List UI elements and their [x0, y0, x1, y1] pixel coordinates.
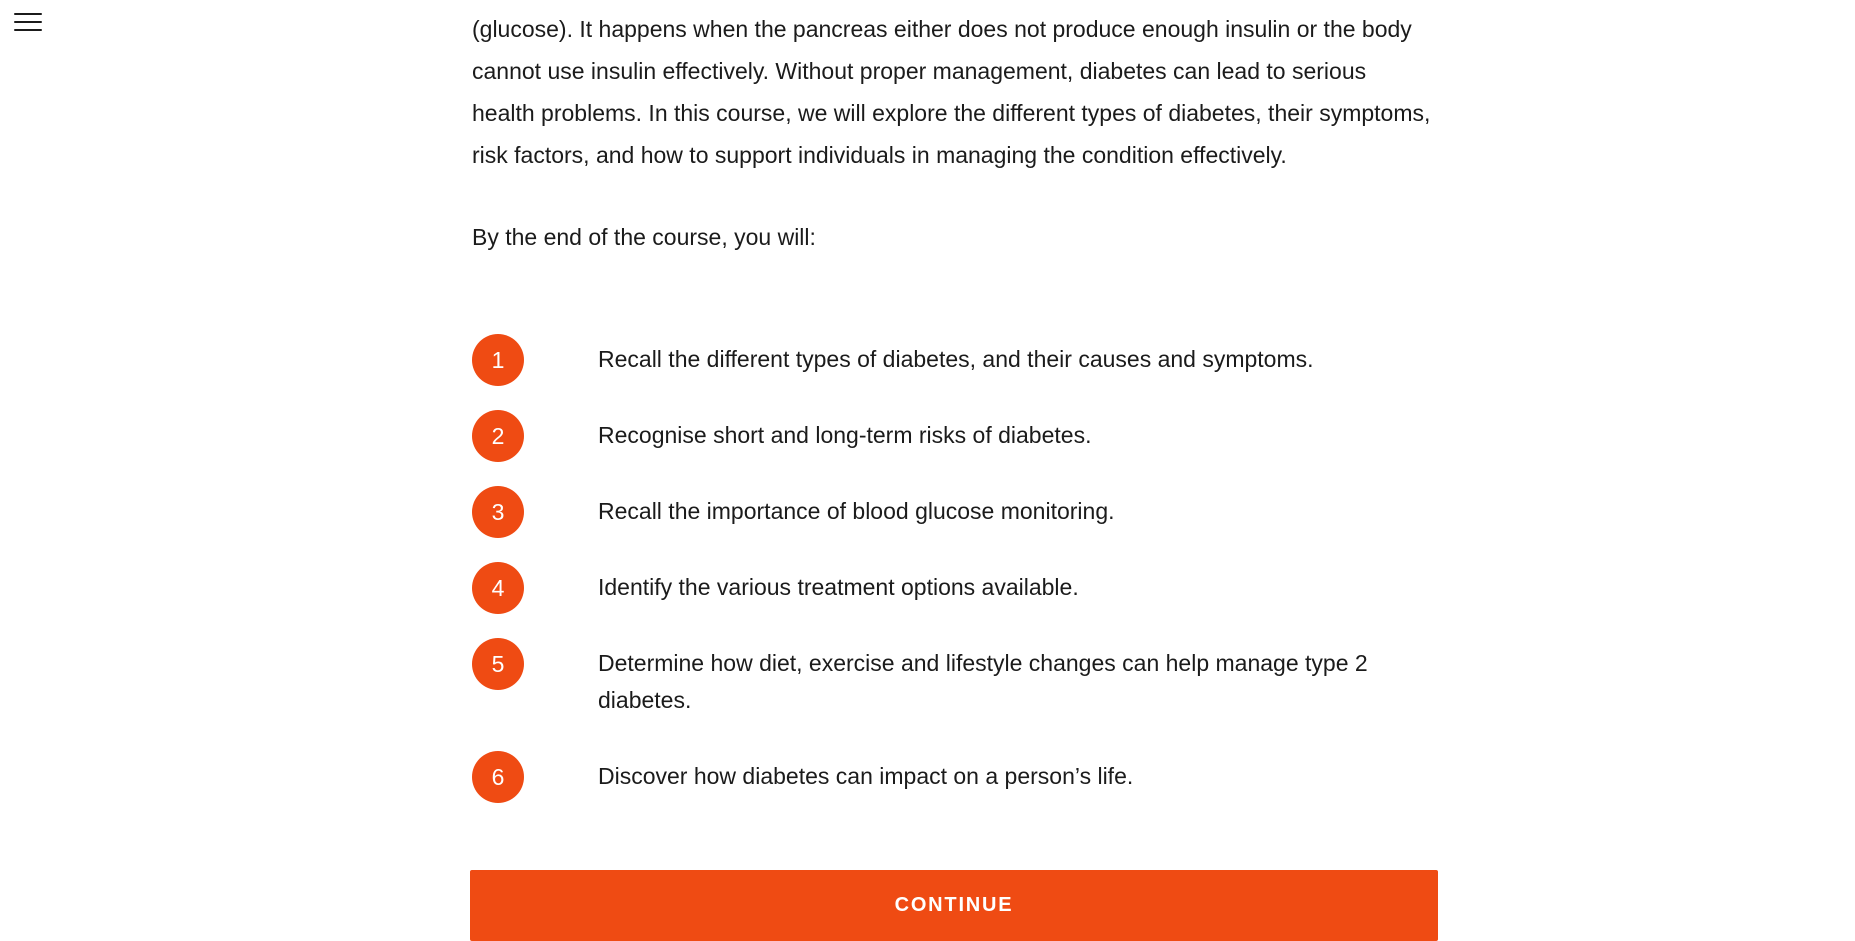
objective-text: Recognise short and long-term risks of diabetes.	[598, 422, 1092, 448]
continue-button[interactable]: CONTINUE	[470, 870, 1438, 941]
objective-item	[472, 334, 1442, 410]
objective-number-badge: 2	[472, 410, 524, 462]
lesson-intro-paragraph: (glucose). It happens when the pancreas either does not produce enough insulin or the body cannot use insulin effectively. Without proper management, diabetes can lead to serious health problems. In this course, we will explore the different types of diabetes, their symptoms, risk factors, and how to support individuals in managing the condition effectively.	[472, 16, 1431, 168]
objective-item	[472, 562, 1442, 638]
objective-item	[472, 410, 1442, 486]
objective-number-badge: 3	[472, 486, 524, 538]
objective-number-badge: 5	[472, 638, 524, 690]
objective-item	[472, 486, 1442, 562]
objective-text: Discover how diabetes can impact on a person’s life.	[598, 763, 1134, 789]
objective-text: Identify the various treatment options available.	[598, 574, 1079, 600]
objectives-lead-text: By the end of the course, you will:	[472, 224, 816, 250]
objective-item	[472, 638, 1442, 751]
objective-text: Recall the importance of blood glucose monitoring.	[598, 498, 1115, 524]
learning-objectives-list	[472, 334, 1442, 827]
objective-number-badge: 1	[472, 334, 524, 386]
objective-number-badge: 4	[472, 562, 524, 614]
lesson-content	[472, 0, 1442, 790]
objective-text: Recall the different types of diabetes, and their causes and symptoms.	[598, 346, 1314, 372]
objective-number-badge: 6	[472, 751, 524, 803]
objective-text: Determine how diet, exercise and lifestyle changes can help manage type 2 diabetes.	[598, 650, 1368, 713]
hamburger-menu-icon[interactable]	[14, 10, 42, 34]
objective-item	[472, 751, 1442, 827]
